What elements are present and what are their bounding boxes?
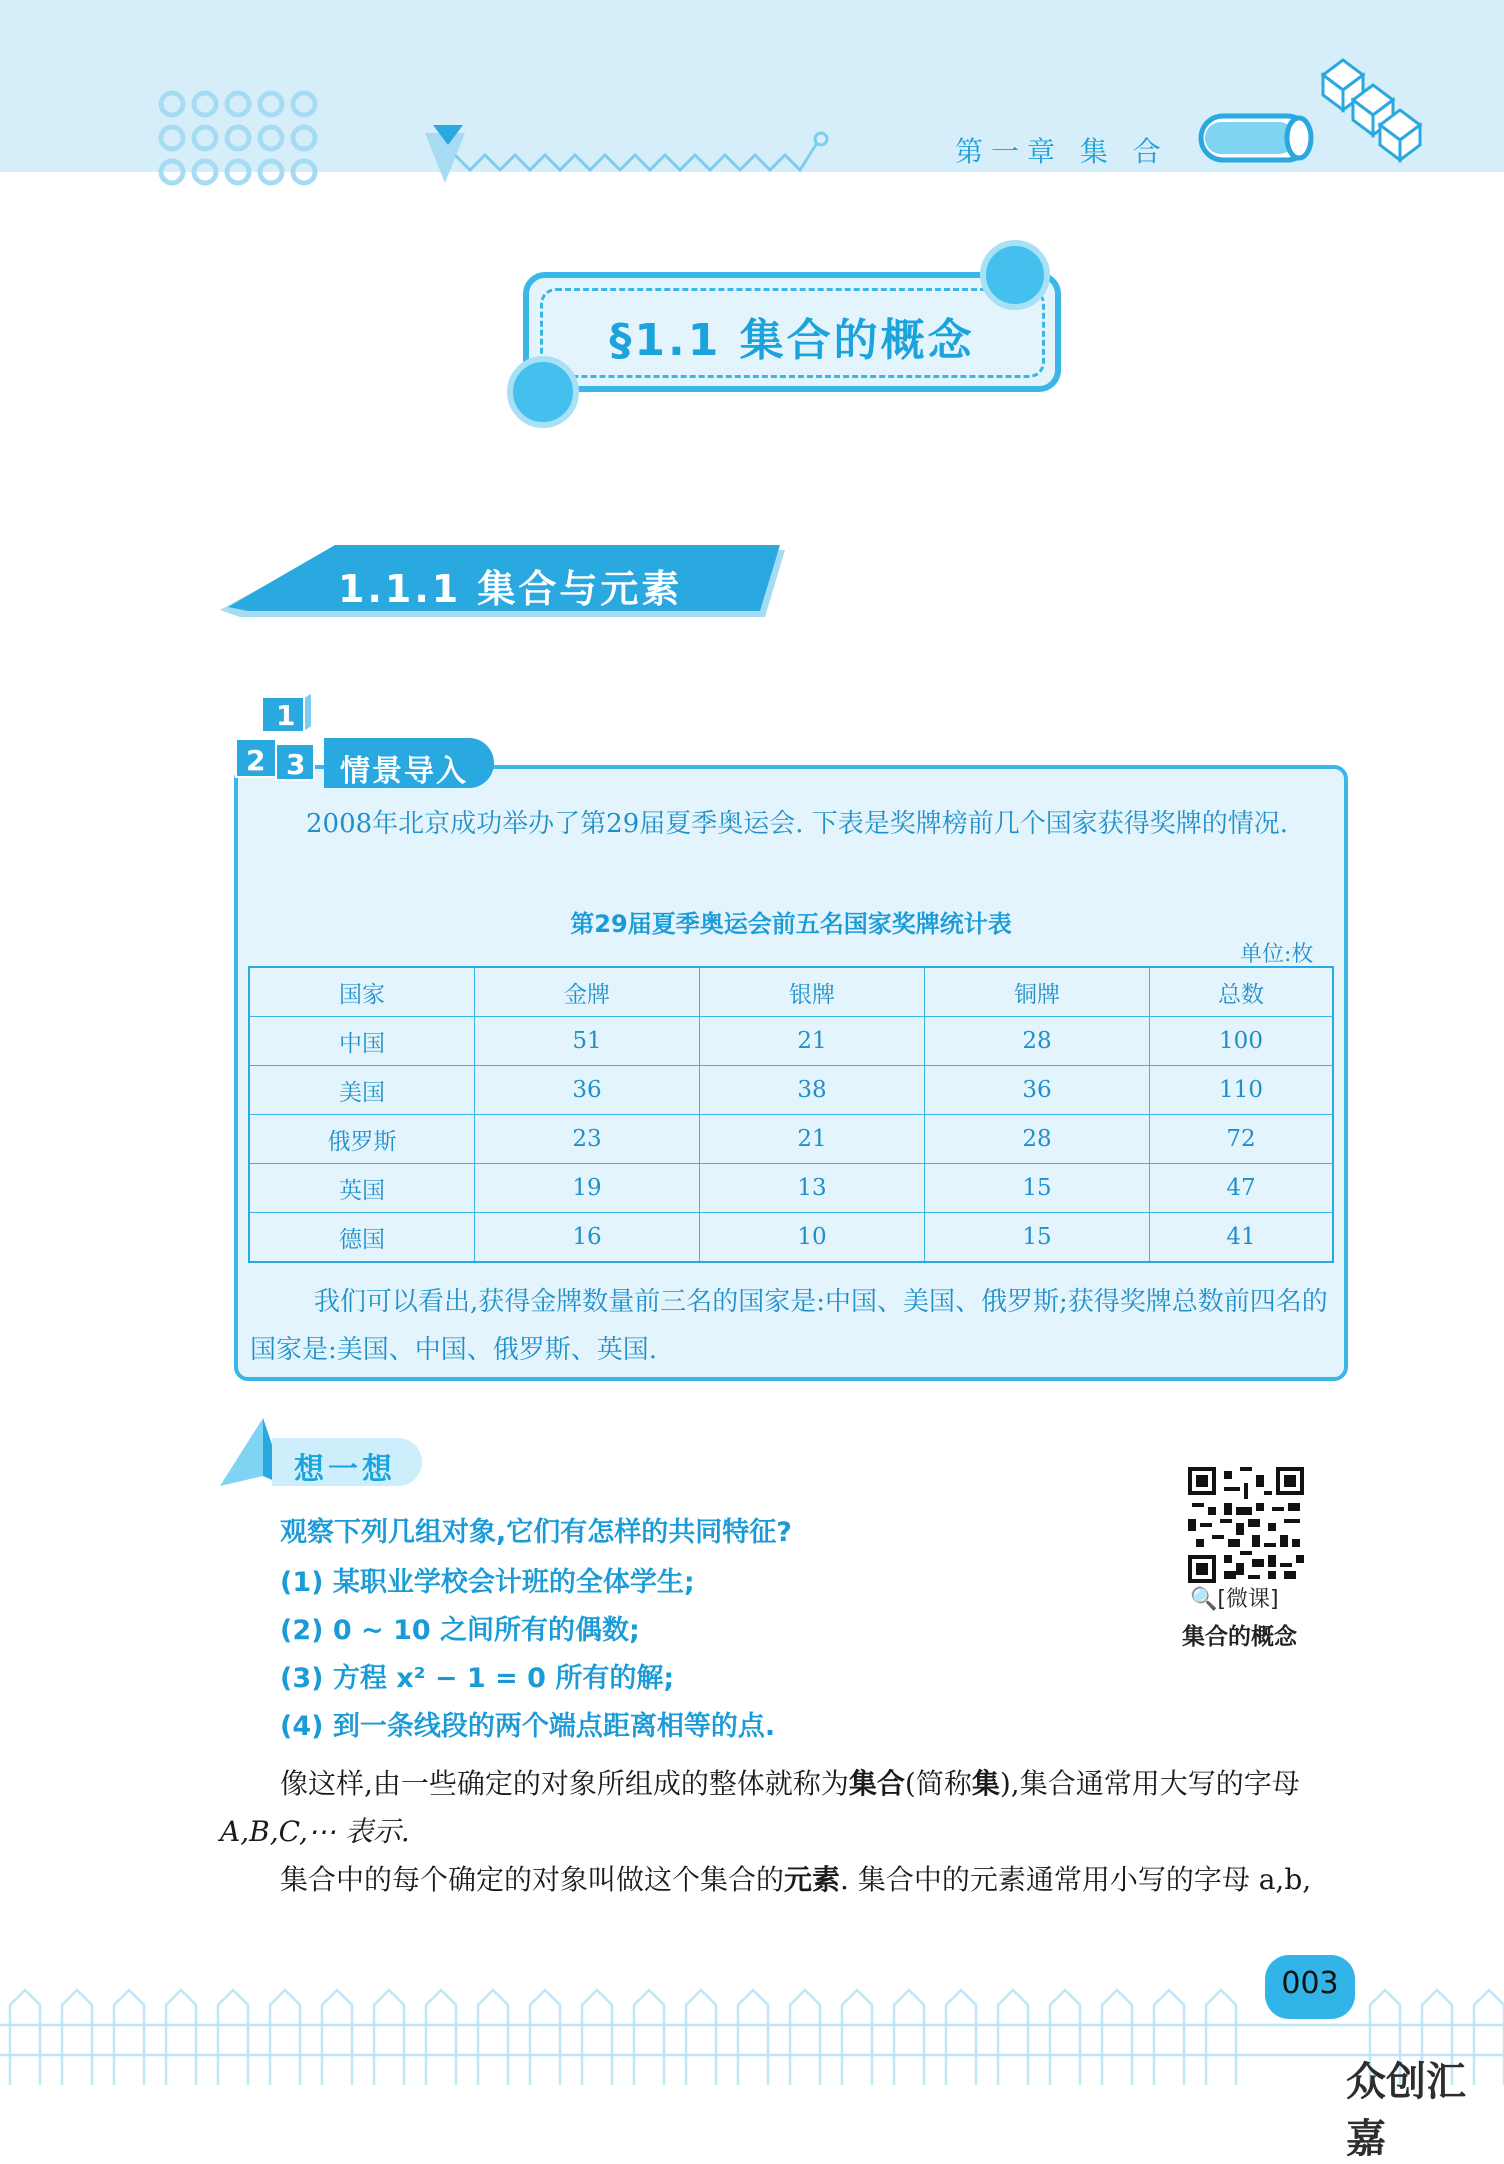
scenario-intro-text: 2008年北京成功举办了第29届夏季奥运会. 下表是奖牌榜前几个国家获得奖牌的情况. (306, 809, 1289, 839)
scenario-conclusion-text: 我们可以看出,获得金牌数量前三名的国家是:中国、美国、俄罗斯;获得奖牌总数前四名的国家是:美国、中国、俄罗斯、英国. (250, 1287, 1328, 1365)
table-header-row (249, 967, 1333, 1017)
table-header-cell: 总数 (1150, 967, 1334, 1017)
cubes-decoration (1318, 55, 1428, 165)
think-item: (2) 0 ~ 10 之间所有的偶数; (280, 1615, 640, 1646)
table-cell: 15 (925, 1213, 1150, 1263)
table-cell: 23 (475, 1115, 700, 1164)
table-cell: 俄罗斯 (249, 1115, 475, 1164)
table-row (249, 1213, 1333, 1263)
zigzag-decoration (425, 125, 835, 195)
block-number-2: 2 (246, 744, 266, 777)
table-header-cell: 银牌 (700, 967, 925, 1017)
table-cell: 36 (475, 1066, 700, 1115)
block-number-3: 3 (286, 748, 306, 781)
subsection-title: 1.1.1 集合与元素 (338, 567, 683, 611)
table-cell: 德国 (249, 1213, 475, 1263)
think-label: 想一想 (294, 1452, 396, 1487)
magnifier-icon: 🔍 (1190, 1587, 1218, 1612)
table-cell: 47 (1150, 1164, 1334, 1213)
table-cell: 36 (925, 1066, 1150, 1115)
table-cell: 38 (700, 1066, 925, 1115)
table-cell: 15 (925, 1164, 1150, 1213)
body-text: 集合中的每个确定的对象叫做这个集合的 (280, 1863, 785, 1896)
table-cell: 110 (1150, 1066, 1334, 1115)
table-cell: 10 (700, 1213, 925, 1263)
body-text: . 集合中的元素通常用小写的字母 a,b, (840, 1863, 1312, 1896)
table-cell: 100 (1150, 1017, 1334, 1066)
table-cell: 13 (700, 1164, 925, 1213)
table-cell: 中国 (249, 1017, 475, 1066)
table-cell: 英国 (249, 1164, 475, 1213)
body-paragraph-3 (220, 1856, 1360, 1904)
qr-tag-text: [微课] (1217, 1587, 1279, 1612)
table-cell: 28 (925, 1115, 1150, 1164)
circle-decoration (980, 240, 1050, 310)
think-question: 观察下列几组对象,它们有怎样的共同特征? (280, 1517, 792, 1548)
table-cell: 16 (475, 1213, 700, 1263)
table-row (249, 1066, 1333, 1115)
qr-tag (1190, 1582, 1279, 1613)
qr-code-icon[interactable] (1188, 1467, 1304, 1583)
table-unit-label: 单位:枚 (1240, 942, 1314, 967)
table-header-cell: 金牌 (475, 967, 700, 1017)
keyword-set: 集合 (848, 1767, 905, 1800)
table-cell: 21 (700, 1017, 925, 1066)
table-cell: 19 (475, 1164, 700, 1213)
medal-table (248, 966, 1334, 1263)
qr-caption: 集合的概念 (1182, 1624, 1297, 1650)
block-number-1: 1 (276, 699, 296, 732)
chapter-label: 第一章 集 合 (955, 135, 1169, 168)
section-title: §1.1 集合的概念 (609, 315, 975, 366)
table-cell: 51 (475, 1017, 700, 1066)
body-paragraph-2: A,B,C,⋯ 表示. (220, 1815, 410, 1848)
table-cell: 21 (700, 1115, 925, 1164)
body-text: 像这样,由一些确定的对象所组成的整体就称为 (280, 1767, 849, 1800)
table-header-cell: 铜牌 (925, 967, 1150, 1017)
table-cell: 美国 (249, 1066, 475, 1115)
keyword-set-short: 集 (971, 1767, 1000, 1800)
keyword-element: 元素 (784, 1863, 841, 1896)
page-number: 003 (1281, 1966, 1339, 2001)
cylinder-decoration (1195, 110, 1325, 166)
table-row (249, 1017, 1333, 1066)
scenario-tab-label: 情景导入 (340, 754, 468, 789)
think-item: (4) 到一条线段的两个端点距离相等的点. (280, 1711, 776, 1742)
circle-dots-decoration (158, 88, 328, 198)
table-row (249, 1164, 1333, 1213)
table-title: 第29届夏季奥运会前五名国家奖牌统计表 (570, 910, 1012, 938)
table-cell: 28 (925, 1017, 1150, 1066)
body-paragraph-1 (220, 1760, 1360, 1808)
body-text: ),集合通常用大写的字母 (999, 1767, 1300, 1800)
table-cell: 41 (1150, 1213, 1334, 1263)
think-item: (3) 方程 x² − 1 = 0 所有的解; (280, 1663, 675, 1694)
watermark: 众创汇嘉 (1346, 2059, 1466, 2162)
table-cell: 72 (1150, 1115, 1334, 1164)
table-header-cell: 国家 (249, 967, 475, 1017)
number-blocks-icon (232, 692, 332, 782)
think-item: (1) 某职业学校会计班的全体学生; (280, 1567, 695, 1598)
body-text: (简称 (904, 1767, 972, 1800)
table-row (249, 1115, 1333, 1164)
